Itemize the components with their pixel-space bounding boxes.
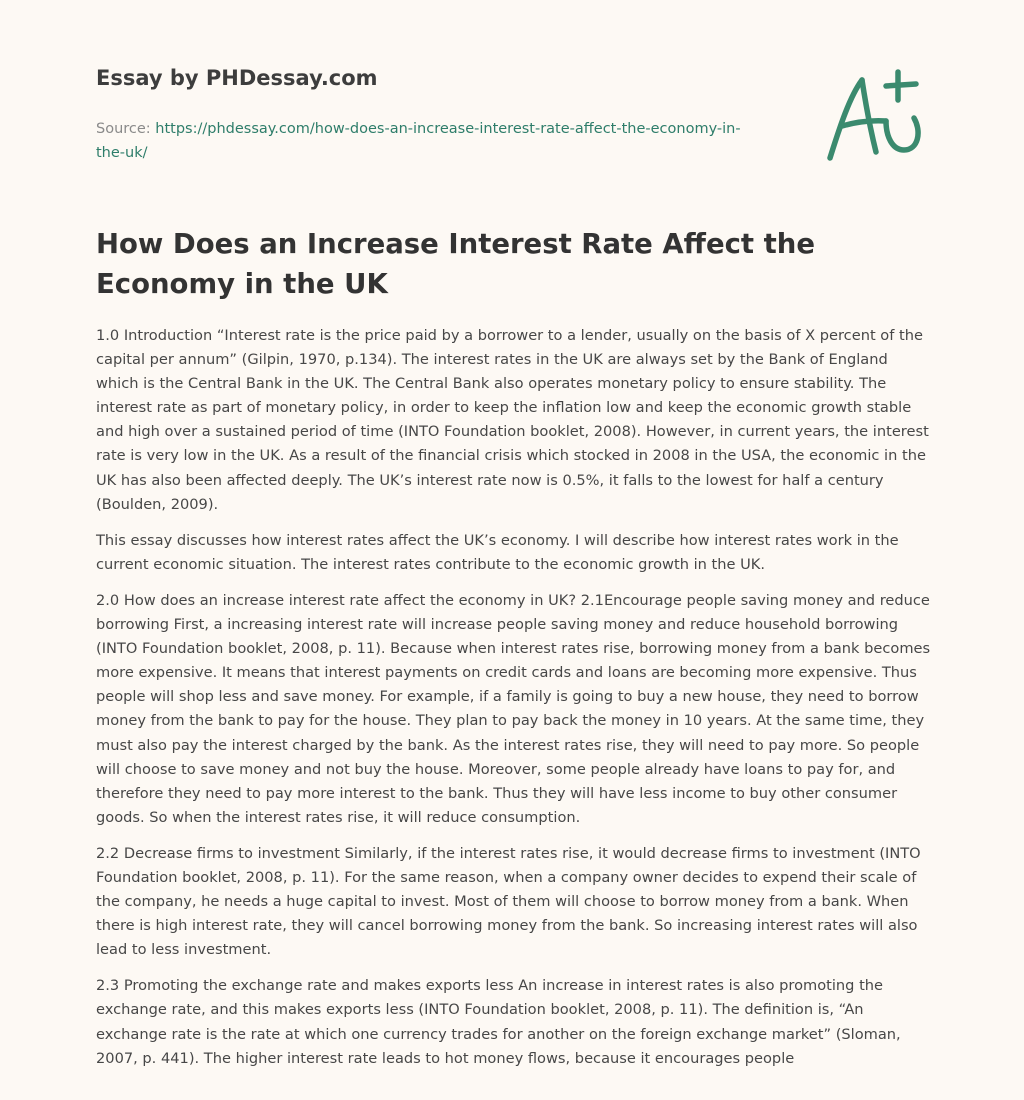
paragraph: 2.0 How does an increase interest rate affect the economy in UK? 2.1Encourage people saving money and reduce borrowing First, a increasing interest rate will increase people saving money and reduce household borrowing (INTO Foundation booklet, 2008, p. 11). Because when interest rates rise, borrowing money from a bank becomes more expensive. It means that interest payments on credit cards and loans are becoming more expensive. Thus people will shop less and save money. For example, if a family is going to buy a new house, they need to borrow money from the bank to pay for the house. They plan to pay back the money in 10 years. At the same time, they must also pay the interest charged by the bank. As the interest rates rise, they will need to pay more. So people will choose to save money and not buy the house. Moreover, some people already have loans to pay for, and therefore they need to pay more interest to the bank. Thus they will have less income to buy other consumer goods. So when the interest rates rise, it will reduce consumption. bbox=[96, 591, 931, 826]
paragraph: 1.0 Introduction “Interest rate is the price paid by a borrower to a lender, usually on the basis of X percent of the capital per annum” (Gilpin, 1970, p.134). The interest rates in the UK are always set by the Bank of England which is the Central Bank in the UK. The Central Bank also operates monetary policy to ensure stability. The interest rate as part of monetary policy, in order to keep the inflation low and keep the economic growth stable and high over a sustained period of time (INTO Foundation booklet, 2008). However, in current years, the interest rate is very low in the UK. As a result of the financial crisis which stocked in 2008 in the USA, the economic in the UK has also been affected deeply. The UK’s interest rate now is 0.5%, it falls to the lowest for half a century (Boulden, 2009). bbox=[96, 327, 929, 513]
paragraph: This essay discusses how interest rates affect the UK’s economy. I will describe how interest rates work in the current economic situation. The interest rates contribute to the economic growth in the UK. bbox=[96, 531, 899, 573]
source-link[interactable]: https://phdessay.com/how-does-an-increase-interest-rate-affect-the-economy-in-the-uk/ bbox=[96, 121, 741, 161]
a-plus-logo bbox=[820, 66, 930, 166]
paragraph: 2.3 Promoting the exchange rate and makes exports less An increase in interest rates is also promoting the exchange rate, and this makes exports less (INTO Foundation booklet, 2008, p. 11). The definition is, “An exchange rate is the rate at which one currency trades for another on the foreign exchange market” (Sloman, 2007, p. 441). The higher interest rate leads to hot money flows, because it encourages people bbox=[96, 977, 901, 1067]
source-line bbox=[96, 117, 756, 165]
page-header bbox=[96, 62, 796, 165]
paragraph: 2.2 Decrease firms to investment Similarly, if the interest rates rise, it would decrease firms to investment (INTO Foundation booklet, 2008, p. 11). For the same reason, when a company owner decides to expend their scale of the company, he needs a huge capital to invest. Most of them will choose to borrow money from a bank. When there is high interest rate, they will cancel borrowing money from the bank. So increasing interest rates will also lead to less investment. bbox=[96, 844, 921, 959]
source-label: Source: bbox=[96, 121, 151, 137]
essay-title: How Does an Increase Interest Rate Affect the Economy in the UK bbox=[96, 228, 816, 300]
site-title: Essay by PHDessay.com bbox=[96, 66, 378, 90]
a-plus-grade-icon bbox=[820, 66, 930, 166]
essay-body bbox=[96, 324, 932, 1083]
